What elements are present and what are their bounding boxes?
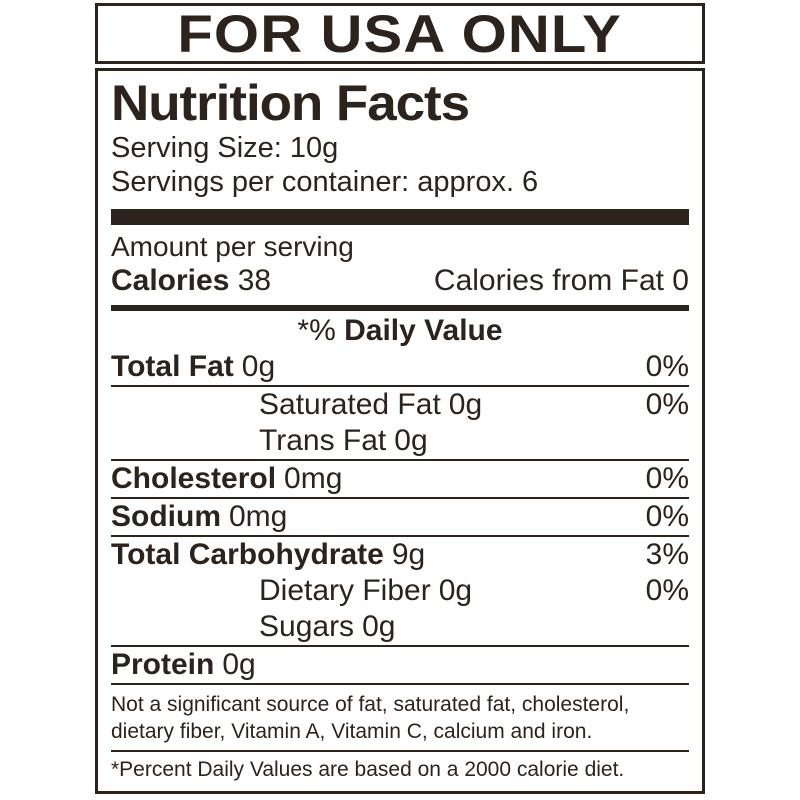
nutrition-facts-title: Nutrition Facts: [111, 75, 470, 131]
nutrient-row-dietary-fiber: Dietary Fiber 0g 0%: [259, 574, 689, 607]
nutrition-facts-panel: [95, 68, 705, 794]
nutrient-row-total-carbohydrate: Total Carbohydrate 9g 3%: [111, 538, 689, 571]
serving-size-line: Serving Size: 10g: [111, 132, 339, 164]
daily-value-heading: [111, 313, 689, 349]
nutrient-row-trans-fat: Trans Fat 0g: [259, 424, 428, 457]
amount-per-serving-line: Amount per serving: [111, 231, 354, 262]
divider: [111, 683, 689, 685]
percent-daily-footnote: *Percent Daily Values are based on a 2000 calorie diet.: [111, 758, 625, 781]
thick-separator-bar: [111, 209, 689, 225]
nutrient-row-sugars: Sugars 0g: [259, 610, 396, 643]
footnotes-section: [111, 691, 689, 783]
calories-label: Calories: [111, 264, 230, 297]
not-significant-footnote: Not a significant source of fat, saturated fat, cholesterol, dietary fiber, Vitamin A, Vitamin C, calcium and iron.: [111, 693, 630, 743]
usa-only-banner: [95, 3, 705, 64]
daily-value-prefix: *%: [297, 314, 336, 347]
calories-value: 38: [237, 264, 272, 297]
nutrient-row-protein: Protein 0g: [111, 648, 256, 681]
usa-only-banner-text: FOR USA ONLY: [177, 4, 623, 63]
servings-per-container-line: Servings per container: approx. 6: [111, 166, 539, 198]
nutrient-row-total-fat: Total Fat 0g 0%: [111, 350, 689, 383]
daily-value-text: Daily Value: [344, 314, 503, 347]
nutrient-row-sodium: Sodium 0mg 0%: [111, 500, 689, 533]
calories-from-fat: Calories from Fat 0: [433, 264, 689, 297]
medium-separator-bar: [111, 305, 689, 311]
calories-label-group: [111, 263, 271, 299]
calories-row: [111, 263, 689, 299]
nutrient-row-cholesterol: Cholesterol 0mg 0%: [111, 462, 689, 495]
nutrient-row-saturated-fat: Saturated Fat 0g 0%: [259, 388, 689, 421]
footnote-divider: [111, 750, 689, 752]
